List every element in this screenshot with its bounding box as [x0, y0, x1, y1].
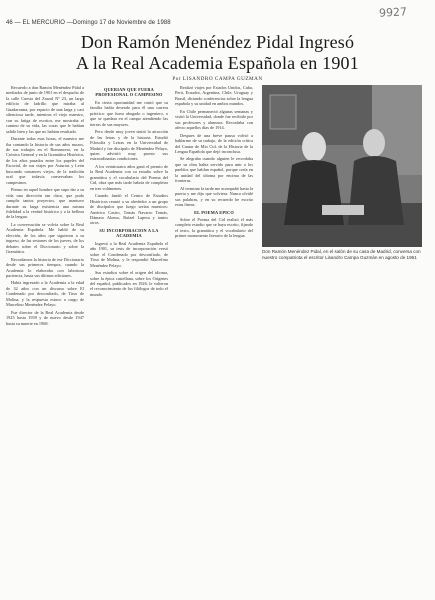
photo-illustration: [262, 85, 422, 247]
paragraph: Despues de una breve pausa volvió a hablarme de su trabajo, de la edición crítica del Cantar de Mio Cid, de la Historia de la Lengua Española que dejó inconclusa.: [175, 132, 253, 154]
headline: [10, 32, 425, 74]
article-photo: [262, 85, 422, 247]
paragraph: Al terminar la tarde me acompañó hasta la puerta y me dijo que volviera. Nunca olvidé sus palabras, y en su recuerdo he escrito estas líneas.: [175, 185, 253, 208]
paragraph: Recordamos la historia de ese Diccionario desde sus primeros tiempos, cuando la Academia lo elaboraba con laboriosa paciencia, hasta sus últimas ediciones.: [6, 256, 84, 278]
paragraph: Sobre el Poema del Cid realizó el más completo estudio que se haya escrito, fijando el texto, la gramática y el vocabulario del primer monumento literario de la lengua.: [175, 216, 253, 239]
paragraph: En cierta oportunidad me contó que su familia había deseado para él una carrera práctica: que fuera abogado o ingeniero, o que se quedara en el campo atendiendo las tierras de sus mayores.: [90, 99, 168, 127]
subheading: EL POEMA EPICO: [194, 209, 234, 215]
paragraph: A los veinticuatro años ganó el premio de la Real Academia con su estudio sobre la gramática y el vocabulario del Poema del Cid, obra que más tarde habría de completar en tres volúmenes.: [90, 163, 168, 191]
paragraph: Se alegraba cuando alguien le recordaba que su obra había servido para unir a los pueblos que hablan español, porque creía en la unidad del idioma por encima de las fronteras.: [175, 156, 253, 184]
paragraph: Pero desde muy joven sintió la atracción de las letras y de la historia. Estudió Filosofía y Letras en la Universidad de Madrid y fue discípulo de Menéndez Pelayo, quien advirtió muy pronto sus extraordinarias condiciones.: [90, 129, 168, 162]
handwritten-annotation: 9927: [378, 5, 408, 20]
page-header: 46 — EL MERCURIO —Domingo 17 de Noviembre de 1988: [6, 20, 171, 26]
paragraph: Realizó viajes por Estados Unidos, Cuba, Perú, Ecuador, Argentina, Chile, Uruguay y Brasil, dictando conferencias sobre la lengua española y su unidad en ambos mundos.: [175, 85, 253, 107]
paragraph: En Chile permaneció algunas semanas y visitó la Universidad, donde fue recibido por sus profesores y alumnos. Recordaba con afecto aquellos días de 1914.: [175, 108, 253, 131]
photo-caption: Don Ramón Menéndez Pidal, en el salón de su casa de Madrid, conversa con nuestro compatriota el escritor Lisandro Campa Guzmán en agosto de 1961: [262, 249, 421, 260]
subheading: QUERIAN QUE FUERA PROFESIONAL O CAMPESINO: [95, 87, 163, 98]
paragraph: La conversación se volvía sobre la Real Academia Española. Me habló de su elección, de los años que siguieron a su ingreso, de las sesiones de los jueves, de los debates sobre el Diccionario y sobre la Gramática.: [6, 221, 84, 255]
subheading: SU INCORPORACION A LA ACADEMIA: [99, 227, 159, 239]
byline: Por LISANDRO CAMPA GUZMAN: [172, 76, 263, 82]
headline-line-1: Don Ramón Menéndez Pidal Ingresó: [80, 32, 355, 52]
paragraph: Ingresó a la Real Academia Española el año 1901, su tesis de incorporación versó sobre el Condenado por desconfiado, de Tirso de Molina, y le respondió Marcelino Menéndez Pelayo.: [90, 240, 168, 268]
paragraph: Cuando fundó el Centro de Estudios Históricos reunió a su alrededor a un grupo de discípulos que luego serían maestros: Américo Castro, Tomás Navarro Tomás, Dámaso Alonso, Rafael Lapesa y tantos otros.: [90, 193, 168, 226]
paragraph: Durante todas esas horas, el maestro me iba contando la historia de sus años mozos, de sus trabajos en el Romancero, en la Crónica General y en la Gramática Histórica, de los años pasados entre los papeles del Escorial, de sus viajes por Asturias y León buscando romances viejos, de la tradición oral que todavía conservaban los campesinos.: [6, 136, 84, 185]
article-column-3: [175, 85, 253, 241]
paragraph: Fue director de la Real Academia desde 1925 hasta 1939 y de nuevo desde 1947 hasta su muerte en 1968.: [6, 309, 84, 326]
paragraph: Pienso en aquel hombre que supo dar a su vida una dirección tan clara, que pudo cumplir tantos proyectos, que mantuvo durante su larga existencia una misma fidelidad a la verdad histórica y a la belleza de la lengua.: [6, 187, 84, 220]
headline-line-2: A la Real Academia Española en 1901: [76, 53, 359, 73]
paragraph: Sus estudios sobre el origen del idioma, sobre la épica castellana, sobre los Orígenes del español, publicados en 1926, le valieron el reconocimiento de los filólogos de todo el mundo.: [90, 270, 168, 297]
article-column-2: [90, 85, 168, 299]
article-column-1: [6, 85, 84, 328]
paragraph: Había ingresado a la Academia a la edad de 32 años con un discurso sobre El Condenado por desconfiado, de Tirso de Molina, y la respuesta estuvo a cargo de Marcelino Menéndez Pelayo.: [6, 280, 84, 308]
paragraph: Recuerdo a don Ramón Menéndez Pidal a mediados de junio de 1901 en el despacho de la calle Cuesta del Zarzal Nº 23, un largo edificio de ladrillo que miraba al Guadarrama, por espacio de una larga y casi silenciosa tarde, mientras el viejo maestro, con su fatiga de escritor, me mostraba el camino de su vida, las cosas que le habían salido bien y las que no habían resultado.: [6, 85, 84, 134]
